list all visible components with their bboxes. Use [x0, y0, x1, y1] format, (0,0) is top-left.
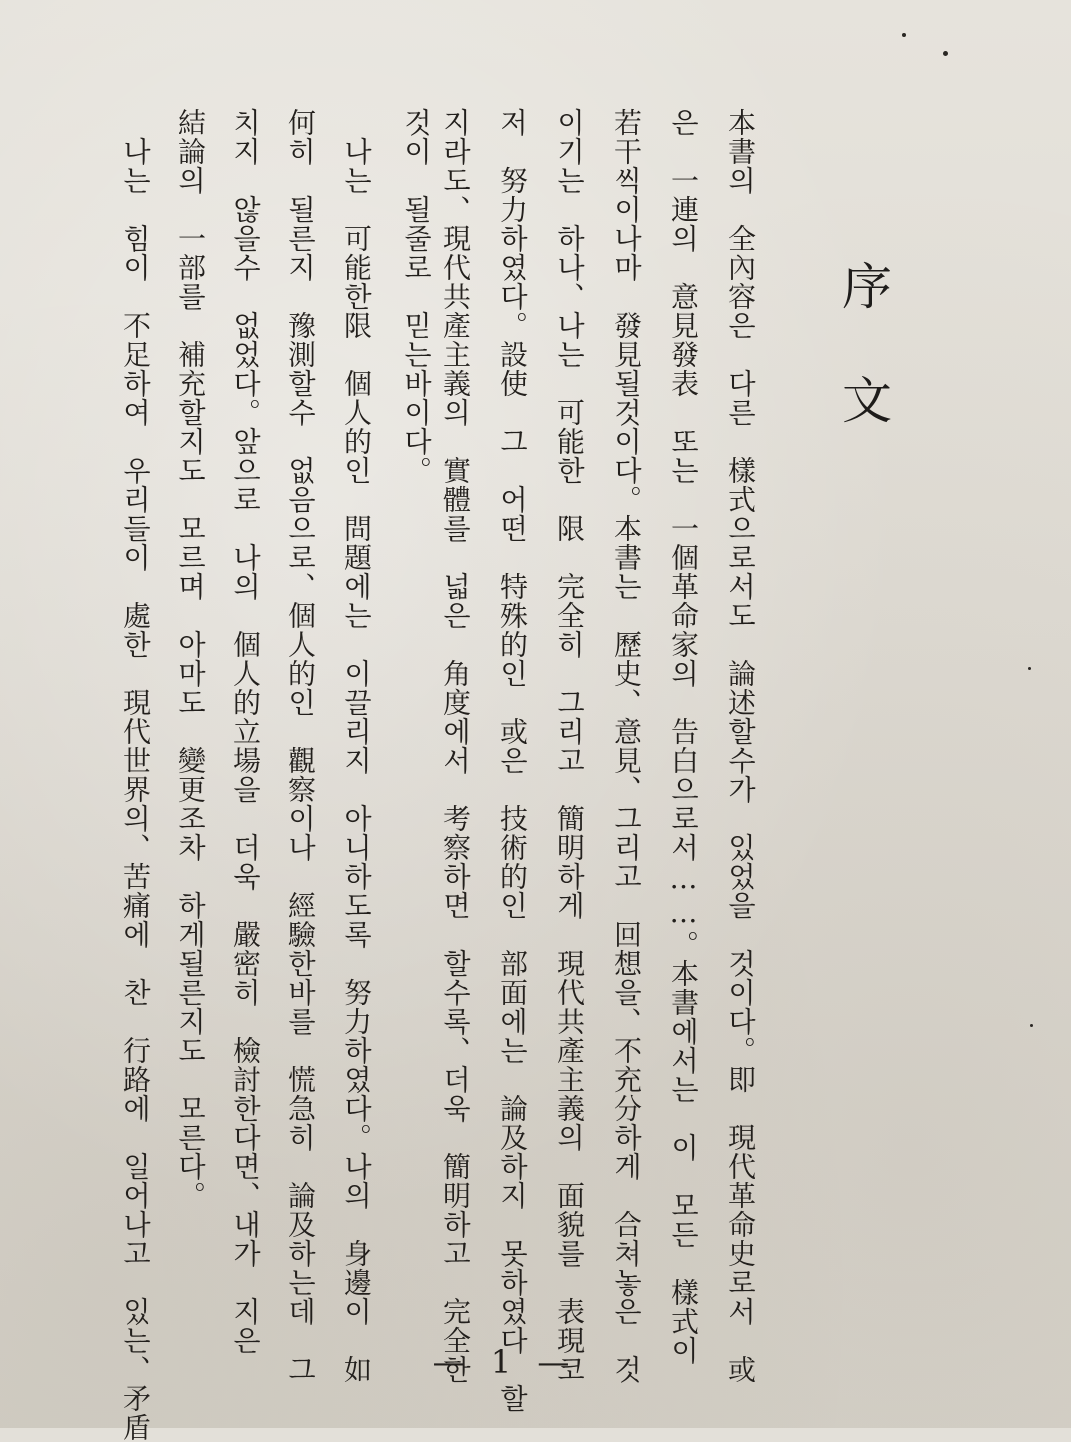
text-column-11: 結論의 一部를 補充할지도 모르며 아마도 變更조차 하게될른지도 모른다。 — [174, 108, 207, 1210]
text-column-6: 지라도、現代共產主義의 實體를 넓은 角度에서 考察하면 할수록、더욱 簡明하고 完全한 — [439, 108, 472, 1384]
ink-speck — [1028, 667, 1031, 670]
text-column-8: 나는 可能한限 個人的인 問題에는 이끌리지 아니하도록 努力하였다。나의 身邊이 如 — [340, 108, 373, 1384]
text-column-12: 나는 힘이 不足하여 우리들이 處한 現代世界의、苦痛에 찬 行路에 일어나고 있는、矛盾 — [119, 108, 152, 1442]
ink-speck — [943, 51, 948, 56]
text-column-9: 何히 될른지 豫測할수 없음으로、個人的인 觀察이나 經驗한바를 慌急히 論及하는데 그 — [284, 108, 317, 1384]
ink-speck — [902, 33, 906, 37]
text-column-4: 이기는 하나、나는 可能한 限 完全히 그리고 簡明하게 現代共產主義의 面貌를 表現코 — [553, 108, 586, 1384]
text-column-5: 저 努力하였다。設使 그 어떤 特殊的인 或은 技術的인 部面에는 論及하지 못하였다 할 — [496, 108, 529, 1413]
title-char-2: 文 — [842, 372, 892, 430]
page-number: — 1 — — [432, 1343, 578, 1381]
text-column-7: 것이 될줄로 믿는바이다。 — [400, 108, 433, 485]
ink-speck — [1030, 1024, 1033, 1027]
text-column-1: 本書의 全內容은 다른 樣式으로서도 論述할수가 있었을 것이다。即 現代革命史로서 或 — [724, 108, 757, 1384]
text-column-10: 치지 않을수 없었다。앞으로 나의 個人的立場을 더욱 嚴密히 檢討한다면、내가 지은 — [229, 108, 262, 1355]
text-column-3: 若干씩이나마 發見될것이다。本書는 歷史、意見、그리고 回想을、不充分하게 合쳐놓은 것 — [610, 108, 643, 1384]
title-char-1: 序 — [842, 258, 892, 316]
text-column-2: 은 一連의 意見發表 또는 一個革命家의 告白으로서……。本書에서는 이 모든 樣式이 — [667, 108, 700, 1365]
